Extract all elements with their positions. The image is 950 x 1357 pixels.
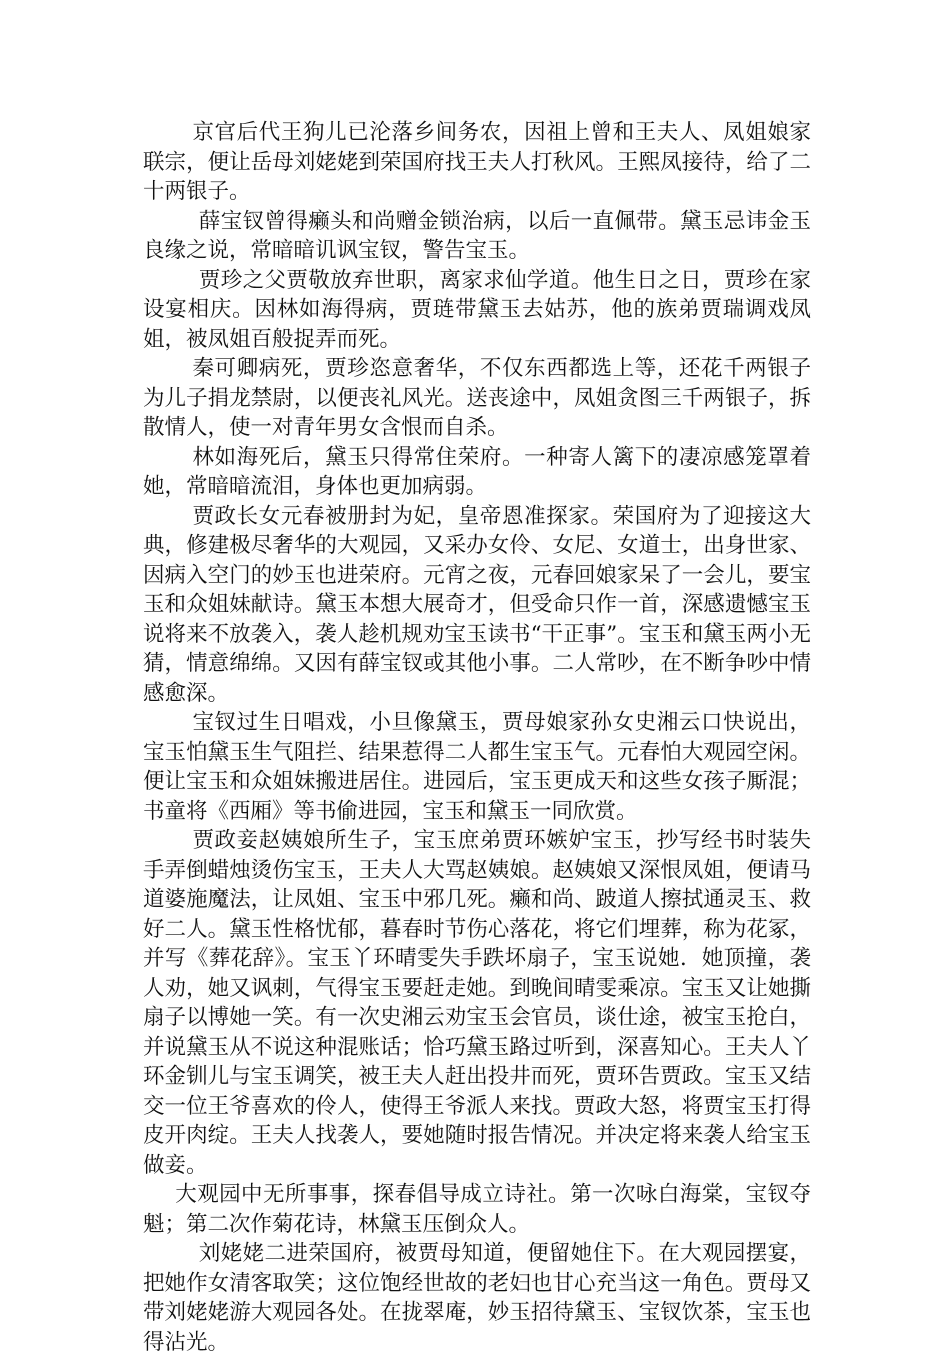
paragraph-6: 贾政长女元春被册封为妃，皇帝恩准探家。荣国府为了迎接这大典，修建极尽奢华的大观园，又采办女伶、女尼、女道士，出身世家、因病入空门的妙玉也进荣府。元宵之夜，元春回娘家呆了一会儿，要宝玉和众姐妹献诗。黛玉本想大展奇才，但受命只作一首，深感遗憾宝玉说将来不放袭入，袭人趁机规劝宝玉读书“干正事”。宝玉和黛玉两小无猜，情意绵绵。又因有薛宝钗或其他小事。二人常吵，在不断争吵中情感愈深。: [143, 503, 811, 706]
paragraph-9: 大观园中无所事事，探春倡导成立诗社。第一次咏白海棠，宝钗夺魁；第二次作菊花诗，林黛玉压倒众人。: [143, 1182, 811, 1237]
paragraph-5: 林如海死后，黛玉只得常住荣府。一种寄人篱下的凄凉感笼罩着她，常暗暗流泪，身体也更加病弱。: [143, 444, 811, 499]
paragraph-8: 贾政妾赵姨娘所生子，宝玉庶弟贾环嫉妒宝玉，抄写经书时装失手弄倒蜡烛烫伤宝玉，王夫人大骂赵姨娘。赵姨娘又深恨凤姐，便请马道婆施魔法，让凤姐、宝玉中邪几死。癞和尚、跛道人擦拭通灵玉、救好二人。黛玉性格忧郁，暮春时节伤心落花，将它们埋葬，称为花冢，并写《葬花辞》。宝玉丫环晴雯失手跌坏扇子，宝玉说她．她顶撞，袭人劝，她又讽刺，气得宝玉要赶走她。到晚间晴雯乘凉。宝玉又让她撕扇子以博她一笑。有一次史湘云劝宝玉会官员，谈仕途，被宝玉抢白，并说黛玉从不说这种混账话；恰巧黛玉路过听到，深喜知心。王夫人丫环金钏儿与宝玉调笑，被王夫人赶出投井而死，贾环告贾政。宝玉又结交一位王爷喜欢的伶人，使得王爷派人来找。贾政大怒，将贾宝玉打得皮开肉绽。王夫人找袭人，要她随时报告情况。并决定将来袭人给宝玉做妾。: [143, 828, 811, 1178]
paragraph-1: 京官后代王狗儿已沦落乡间务农，因祖上曾和王夫人、凤姐娘家联宗，便让岳母刘姥姥到荣国府找王夫人打秋风。王熙凤接待，给了二十两银子。: [143, 120, 811, 204]
paragraph-7: 宝钗过生日唱戏，小旦像黛玉，贾母娘家孙女史湘云口快说出，宝玉怕黛玉生气阻拦、结果惹得二人都生宝玉气。元春怕大观园空闲。便让宝玉和众姐妹搬进居住。进园后，宝玉更成天和这些女孩子厮混；书童将《西厢》等书偷进园，宝玉和黛玉一同欣赏。: [143, 710, 811, 824]
paragraph-10: 刘姥姥二进荣国府，被贾母知道，便留她住下。在大观园摆宴，把她作女清客取笑；这位饱经世故的老妇也甘心充当这一角色。贾母又带刘姥姥游大观园各处。在拢翠庵，妙玉招待黛玉、宝钗饮茶，宝玉也得沾光。: [143, 1241, 811, 1355]
paragraph-2: 薛宝钗曾得癞头和尚赠金锁治病，以后一直佩带。黛玉忌讳金玉良缘之说，常暗暗讥讽宝钗，警告宝玉。: [143, 208, 811, 263]
document-body: [143, 118, 811, 1357]
paragraph-4: 秦可卿病死，贾珍恣意奢华，不仅东西都选上等，还花千两银子为儿子捐龙禁尉，以便丧礼风光。送丧途中，凤姐贪图三千两银子，拆散情人，使一对青年男女含恨而自杀。: [143, 356, 811, 440]
paragraph-3: 贾珍之父贾敬放弃世职，离家求仙学道。他生日之日，贾珍在家设宴相庆。因林如海得病，贾琏带黛玉去姑苏，他的族弟贾瑞调戏凤姐，被凤姐百般捉弄而死。: [143, 267, 811, 352]
